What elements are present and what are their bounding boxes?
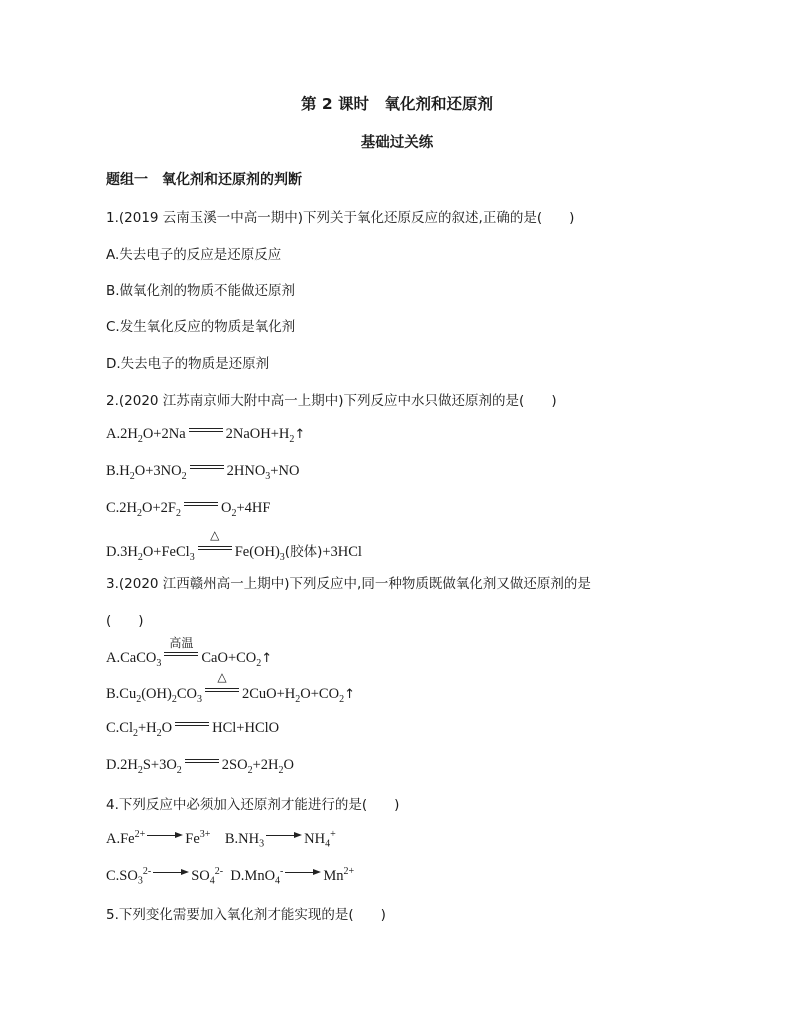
equals-sign [205, 670, 239, 695]
question-3-stem: 3.(2020 江西赣州高一上期中)下列反应中,同一种物质既做氧化剂又做还原剂的是 [106, 576, 591, 592]
high-temp-condition: 高温 [169, 636, 194, 650]
equals-sign [189, 427, 223, 435]
question-4-stem: 4.下列反应中必须加入还原剂才能进行的是( ) [106, 797, 400, 813]
question-3-option-b: $B.Cu_2(OH)_2CO_3$ △ $2CuO+H_2O+CO_2↑$ [106, 670, 355, 705]
question-1-stem: 1.(2019 云南玉溪一中高一期中)下列关于氧化还原反应的叙述,正确的是( ) [106, 210, 575, 226]
question-1-option-c: C.发生氧化反应的物质是氧化剂 [106, 319, 296, 335]
question-3-paren: ( ) [106, 613, 144, 629]
question-4-options-ab: $A.Fe^{2+}$ $Fe^{3+}$ $B.NH_3$ $NH_4^+$ [106, 829, 336, 850]
equals-sign [185, 758, 219, 766]
question-2-option-b: $B.H_2O+3NO_2$ $2HNO_3+NO$ [106, 463, 300, 482]
question-5-stem: 5.下列变化需要加入氧化剂才能实现的是( ) [106, 907, 386, 923]
equals-sign [190, 464, 224, 472]
equals-sign [164, 636, 198, 659]
question-2-option-a: $A.2H_2O+2Na$ $2NaOH+H_2↑$ [106, 426, 306, 445]
section-subtitle: 基础过关练 [360, 135, 434, 151]
question-3-option-a: A.CaCO$_3$ 高温 $CaO+CO_2↑$ [106, 636, 273, 669]
question-1-option-d: D.失去电子的物质是还原剂 [106, 356, 270, 372]
page-title: 第 2 课时 氧化剂和还原剂 [300, 95, 494, 113]
equals-sign [184, 501, 218, 509]
group-heading: 题组一 氧化剂和还原剂的判断 [106, 172, 302, 188]
heat-condition: △ [217, 670, 227, 684]
question-4-options-cd: $C.SO_3^{2-}$ $SO_4^{2-}$ D.MnO$_4$- $Mn^{2+}$ [106, 866, 355, 887]
question-2-option-c: $C.2H_2O+2F_2$ $O_2+4HF$ [106, 500, 271, 519]
question-3-option-c: $C.Cl_2+H_2O$ HCl+HClO [106, 720, 280, 739]
question-2-option-d: $D.3H_2O+FeCl_3$ △ $Fe(OH)_3$(胶体)+3HCl [106, 528, 362, 563]
reaction-arrow [285, 869, 321, 877]
equals-sign [175, 721, 209, 729]
heat-condition: △ [210, 528, 220, 542]
question-1-option-a: A.失去电子的反应是还原反应 [106, 247, 282, 263]
equals-sign [198, 528, 232, 553]
question-2-stem: 2.(2020 江苏南京师大附中高一上期中)下列反应中水只做还原剂的是( ) [106, 393, 557, 409]
question-1-option-b: B.做氧化剂的物质不能做还原剂 [106, 283, 296, 299]
question-3-option-d: $D.2H_2S+3O_2$ $2SO_2+2H_2O$ [106, 757, 294, 776]
reaction-arrow [266, 832, 302, 840]
reaction-arrow [147, 832, 183, 840]
reaction-arrow [153, 869, 189, 877]
